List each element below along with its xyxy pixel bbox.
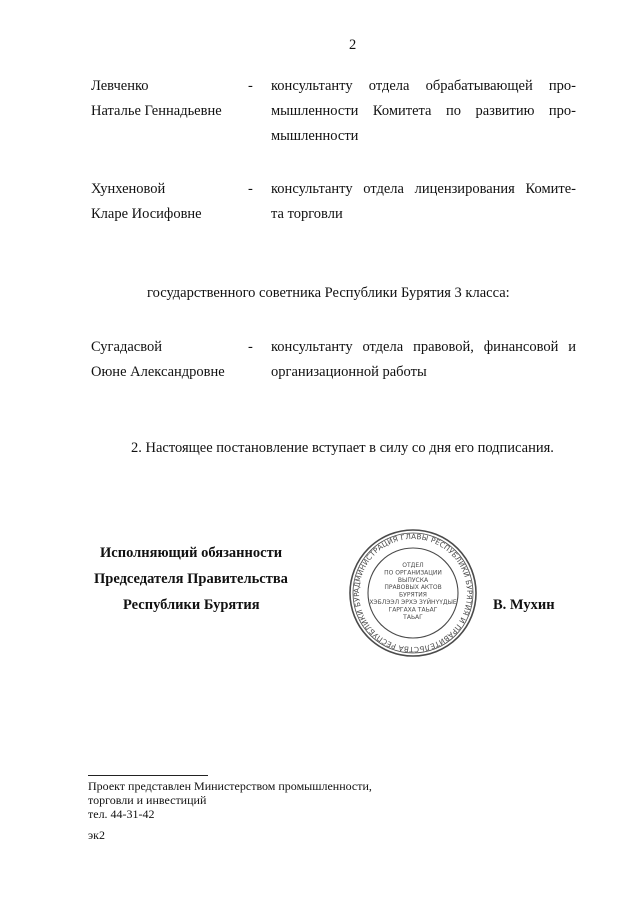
position-line: мышленности Комитета по развитию про- bbox=[271, 103, 576, 119]
signatory-title-line: Республики Бурятия bbox=[123, 597, 260, 613]
appointee-name: Кларе Иосифовне bbox=[91, 206, 202, 222]
document-code: эк2 bbox=[88, 828, 105, 842]
appointee-surname: Левченко bbox=[91, 78, 149, 94]
stamp-ring-text: АДМИНИСТРАЦИЯ ГЛАВЫ РЕСПУБЛИКИ БУРЯТИЯ И ПРАВИТЕЛЬСТВА РЕСПУБЛИКИ БУР bbox=[351, 531, 475, 655]
footnote-line: Проект представлен Министерством промышленности, bbox=[88, 779, 372, 793]
footnote-line: тел. 44-31-42 bbox=[88, 807, 155, 821]
stamp-center-line: ОТДЕЛ bbox=[402, 562, 424, 569]
dash: - bbox=[248, 339, 253, 355]
stamp-center-line: ПО ОРГАНИЗАЦИИ bbox=[384, 569, 442, 577]
stamp-center-line: ХЭБЛЭЭЛ ЭРХЭ ЗҮЙНҮҮДЫЕ bbox=[369, 599, 457, 606]
position-line: консультанту отдела обрабатывающей про- bbox=[271, 78, 576, 94]
position-line: мышленности bbox=[271, 128, 359, 144]
stamp-center-line: ТАЬАГ bbox=[403, 613, 423, 621]
stamp-center-line: ВЫПУСКА bbox=[397, 576, 429, 584]
official-stamp bbox=[347, 527, 479, 659]
dash: - bbox=[248, 78, 253, 94]
position-line: консультанту отдела правовой, финансовой и bbox=[271, 339, 576, 355]
position-line: консультанту отдела лицензирования Комите- bbox=[271, 181, 576, 197]
position-line: организационной работы bbox=[271, 364, 427, 380]
signatory-title-line: Председателя Правительства bbox=[94, 571, 288, 587]
stamp-center-line: ГАРГАХА ТАЬАГ bbox=[388, 606, 438, 614]
appointee-surname: Хунхеновой bbox=[91, 181, 166, 197]
appointee-name: Оюне Александровне bbox=[91, 364, 225, 380]
signatory-title-line: Исполняющий обязанности bbox=[100, 545, 283, 561]
position-line: та торговли bbox=[271, 206, 343, 222]
rank-heading: государственного советника Республики Бурятия 3 класса: bbox=[147, 285, 510, 301]
appointee-name: Наталье Геннадьевне bbox=[91, 103, 222, 119]
signer-name: В. Мухин bbox=[493, 597, 555, 613]
footnote-line: торговли и инвестиций bbox=[88, 793, 207, 807]
stamp-center-text bbox=[369, 562, 457, 621]
stamp-center-line: ПРАВОВЫХ АКТОВ bbox=[384, 584, 442, 592]
dash: - bbox=[248, 181, 253, 197]
appointee-surname: Сугадасвой bbox=[91, 339, 162, 355]
footnote-rule bbox=[88, 775, 208, 776]
stamp-seal bbox=[347, 527, 479, 659]
page-number: 2 bbox=[349, 37, 357, 53]
stamp-center-line: БУРЯТИЯ bbox=[399, 591, 427, 599]
clause-2: 2. Настоящее постановление вступает в силу со дня его подписания. bbox=[131, 440, 554, 456]
